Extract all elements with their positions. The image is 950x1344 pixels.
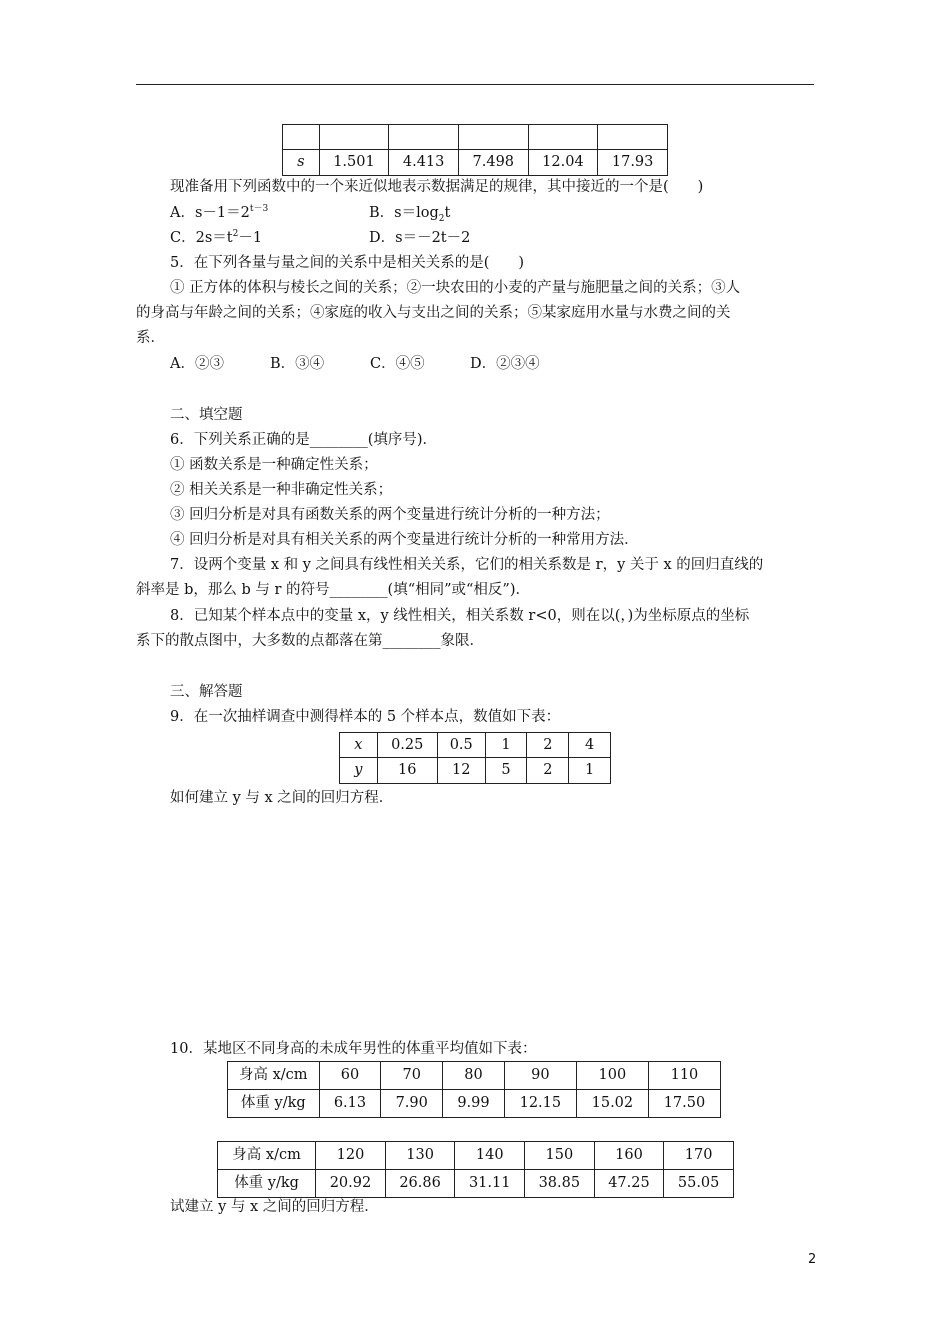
q10-table-1 [227, 1061, 721, 1118]
table-cell: 17.93 [598, 150, 668, 176]
q5-stem: 5．在下列各量与量之间的关系中是相关关系的是( ) [170, 255, 525, 271]
table-cell: 170 [664, 1142, 734, 1170]
table-cell: 4.413 [389, 150, 459, 176]
top-data-table [282, 124, 668, 176]
q7-line-1: 7．设两个变量 x 和 y 之间具有线性相关关系，它们的相关系数是 r，y 关于 x 的回归直线的 [170, 557, 764, 573]
q5-option-c: C．④⑤ [370, 356, 425, 372]
table-row-label: 身高 x/cm [218, 1142, 316, 1170]
q4-stem: 现准备用下列函数中的一个来近似地表示数据满足的规律，其中接近的一个是( ) [170, 179, 704, 195]
table-cell: 12 [437, 758, 485, 784]
table-cell: 130 [385, 1142, 455, 1170]
table-row-label: 身高 x/cm [228, 1062, 320, 1090]
table-cell: 2 [527, 733, 569, 758]
q5-line-2: 的身高与年龄之间的关系；④家庭的收入与支出之间的关系；⑤某家庭用水量与水费之间的关 [136, 305, 731, 321]
table-cell: 7.90 [381, 1090, 443, 1118]
q10-table-2 [217, 1141, 734, 1198]
table-cell: 55.05 [664, 1170, 734, 1198]
q6-item-2: ② 相关关系是一种非确定性关系； [170, 482, 393, 498]
table-cell: 1.501 [319, 150, 389, 176]
section-heading-solutions: 三、解答题 [170, 684, 243, 700]
table-cell: 4 [569, 733, 611, 758]
q6-item-3: ③ 回归分析是对具有函数关系的两个变量进行统计分析的一种方法； [170, 507, 610, 523]
table-cell: 26.86 [385, 1170, 455, 1198]
section-heading-fill-in: 二、填空题 [170, 407, 243, 423]
q5-line-3: 系． [136, 330, 165, 346]
table-row-label: 体重 y/kg [228, 1090, 320, 1118]
table-cell: 150 [525, 1142, 595, 1170]
table-cell: 110 [648, 1062, 720, 1090]
q9-stem: 9．在一次抽样调查中测得样本的 5 个样本点，数值如下表： [170, 709, 561, 725]
q10-stem: 10．某地区不同身高的未成年男性的体重平均值如下表： [170, 1041, 537, 1057]
q9-data-table [339, 732, 611, 784]
header-rule [136, 84, 814, 85]
table-cell [528, 125, 598, 150]
table-cell: 7.498 [458, 150, 528, 176]
q7-line-2: 斜率是 b，那么 b 与 r 的符号________(填“相同”或“相反”)． [136, 582, 531, 598]
table-cell: 12.15 [504, 1090, 576, 1118]
q6-item-4: ④ 回归分析是对具有相关关系的两个变量进行统计分析的一种常用方法． [170, 532, 639, 548]
table-cell: 1 [569, 758, 611, 784]
table-cell: 6.13 [319, 1090, 381, 1118]
q9-prompt: 如何建立 y 与 x 之间的回归方程． [170, 790, 394, 806]
table-cell: 100 [576, 1062, 648, 1090]
table-cell [283, 125, 320, 150]
table-cell: 0.5 [437, 733, 485, 758]
q4-option-a: A．$s-1=2^{t-3}$ [170, 204, 269, 221]
table-cell: 70 [381, 1062, 443, 1090]
table-cell: 120 [316, 1142, 386, 1170]
q4-option-b: B．$s=\log_2t$ [369, 205, 451, 224]
table-cell: 31.11 [455, 1170, 525, 1198]
q4-option-c: C．$2s=t^2-1$ [170, 229, 263, 246]
table-cell: 2 [527, 758, 569, 784]
q6-stem: 6．下列关系正确的是________(填序号)． [170, 432, 438, 448]
table-cell: 0.25 [377, 733, 437, 758]
table-row-label: x [340, 733, 378, 758]
q4-option-d: D．s＝－2t－2 [369, 230, 471, 246]
table-cell: 140 [455, 1142, 525, 1170]
q5-option-d: D．②③④ [470, 356, 540, 372]
table-cell [458, 125, 528, 150]
q8-line-2: 系下的散点图中，大多数的点都落在第________象限． [136, 633, 484, 649]
table-cell: 17.50 [648, 1090, 720, 1118]
q5-option-b: B．③④ [270, 356, 325, 372]
table-cell: 16 [377, 758, 437, 784]
q8-line-1: 8．已知某个样本点中的变量 x，y 线性相关，相关系数 r<0，则在以(，)为坐标原点的坐标 [170, 608, 750, 624]
table-cell: 9.99 [443, 1090, 505, 1118]
table-cell: 15.02 [576, 1090, 648, 1118]
q10-prompt: 试建立 y 与 x 之间的回归方程． [170, 1199, 379, 1215]
table-cell [389, 125, 459, 150]
table-row-label: y [340, 758, 378, 784]
table-cell: 80 [443, 1062, 505, 1090]
table-cell: 60 [319, 1062, 381, 1090]
page-number: 2 [808, 1252, 817, 1267]
q5-option-a: A．②③ [170, 356, 224, 372]
table-cell: 12.04 [528, 150, 598, 176]
table-cell [598, 125, 668, 150]
table-row-label: 体重 y/kg [218, 1170, 316, 1198]
q6-item-1: ① 函数关系是一种确定性关系； [170, 457, 378, 473]
q5-line-1: ① 正方体的体积与棱长之间的关系；②一块农田的小麦的产量与施肥量之间的关系；③人 [170, 280, 741, 296]
table-cell: 90 [504, 1062, 576, 1090]
table-cell [319, 125, 389, 150]
table-cell: 38.85 [525, 1170, 595, 1198]
table-cell: 160 [594, 1142, 664, 1170]
table-cell: 20.92 [316, 1170, 386, 1198]
table-cell: 1 [485, 733, 527, 758]
table-cell: 5 [485, 758, 527, 784]
table-row-label: s [283, 150, 320, 176]
table-cell: 47.25 [594, 1170, 664, 1198]
